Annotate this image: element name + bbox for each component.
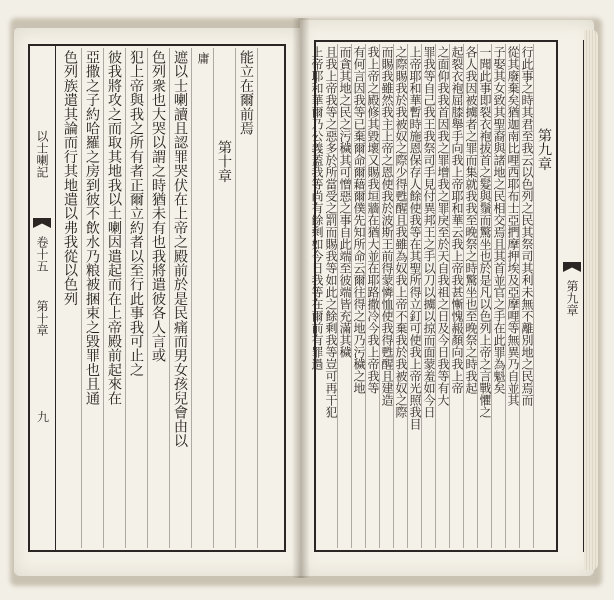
- column-rule: [81, 48, 82, 548]
- left-text-column-5: 色列衆也大哭以謂之時猶未有也我將遣彼各人言或: [150, 50, 166, 363]
- book-gutter: [292, 18, 310, 578]
- right-text-column-3: 子娶其女致其聖裔與諸地之民相交焉且其首並官之手在此罪為魁矣: [492, 46, 506, 394]
- left-margin-volume: 卷十五: [35, 236, 49, 272]
- right-text-column-6: 起裂衣袍屈膝舉手向我上帝耶和華云我上帝我甚慚愧赧顏向我上帝: [450, 46, 464, 394]
- left-margin-title: 以士喇記: [35, 130, 49, 178]
- right-margin-chapter: 第九章: [565, 280, 579, 316]
- right-text-column-13: 有何言因我等已棄爾命爾藉爾僕先知所命云爾往得之地乃污穢之地: [352, 46, 366, 394]
- right-text-column-9: 上帝耶和華暫時施恩保存人餘使我等在其聖所得立釘可使我上帝光照我目: [408, 46, 422, 430]
- right-text-column-5: 各人我因被擄者之罪而集就我我至晚祭之時驚坐也至晚祭之時我起: [464, 46, 478, 394]
- column-rule: [147, 48, 148, 548]
- right-text-column-7: 之面仰我我首因我之罪增我之罪戾至於天自我祖之日及今日我等有大: [436, 46, 450, 406]
- right-text-column-4: 一聞此事即裂衣袍拔首之髮與鬚而驚坐也於是凡以色列上帝之言戰懼之: [478, 46, 492, 418]
- right-text-column-10: 之際賜我於我被奴之際少得甦醒且我雖為奴我上帝不棄我於我被奴之際: [394, 46, 408, 418]
- column-rule: [213, 48, 214, 548]
- left-chapter-heading: 第十章: [216, 140, 232, 183]
- right-chapter-heading: 第九章: [536, 128, 552, 171]
- left-small-heading: 庸: [196, 52, 210, 64]
- right-text-column-14: 而貪其地之民之污穢其可憎惡之事自此端至彼端皆充滿其穢: [338, 46, 352, 358]
- column-rule: [169, 48, 170, 548]
- left-text-column-1: 色列族遣其論而行其地遣以弗我從以色列: [62, 50, 78, 306]
- left-text-column-4: 犯上帝與我之所有者正爾立約者以至行此事我可止之: [128, 50, 144, 377]
- right-text-column-16: 上帝耶和華爾乃公義蓋我等尚有餘剩如今日我等在爾前有罪過: [310, 46, 324, 370]
- right-text-column-12: 我上帝之殿修其毀壞又賜我垣牆在猶大並在耶路撒冷今我上帝我等: [366, 46, 380, 394]
- left-text-column-2: 亞撒之子約哈羅之房到彼不飲水乃粮被捆束之毀罪也且通: [84, 50, 100, 405]
- left-margin-band: [28, 44, 56, 552]
- right-text-column-8: 罪我等自己我王我祭司手見付異邦王之手以刀以擄以掠而面蒙羞如今日: [422, 46, 436, 418]
- left-text-column-6: 遮以士喇讀且認罪哭伏在上帝之殿前於是民痛而男女孩兒會由以: [172, 50, 188, 448]
- column-rule: [257, 48, 258, 548]
- column-rule: [103, 48, 104, 548]
- right-text-column-1: 行此事之時其君至我云以色列之民其祭司其利未無不離別地之民焉而: [520, 46, 534, 406]
- right-text-column-15: 且我上帝我等之惡多於所當受之罰而賜我等如此之餘剩我等豈可再干犯: [324, 46, 338, 418]
- page-edges: [584, 30, 598, 570]
- right-text-column-2: 從其廢棄矣猶迦南比哩西耶布士亞捫摩押埃及亞摩哩等無異乃自並其: [506, 46, 520, 406]
- left-text-column-last: 能立在爾前焉: [238, 50, 254, 136]
- column-rule: [191, 48, 192, 548]
- left-text-column-3: 彼我將攻之而取其地我以土喇因遣起而在上帝殿前起來在: [106, 50, 122, 405]
- column-rule: [125, 48, 126, 548]
- left-page-number: 九: [37, 410, 50, 424]
- right-text-column-11: 而賜我雖然我主上帝之恩使我於波斯王前得蒙憐恤使我得甦醒且建造: [380, 46, 394, 406]
- column-rule: [235, 48, 236, 548]
- left-margin-chapter: 第十章: [35, 300, 49, 336]
